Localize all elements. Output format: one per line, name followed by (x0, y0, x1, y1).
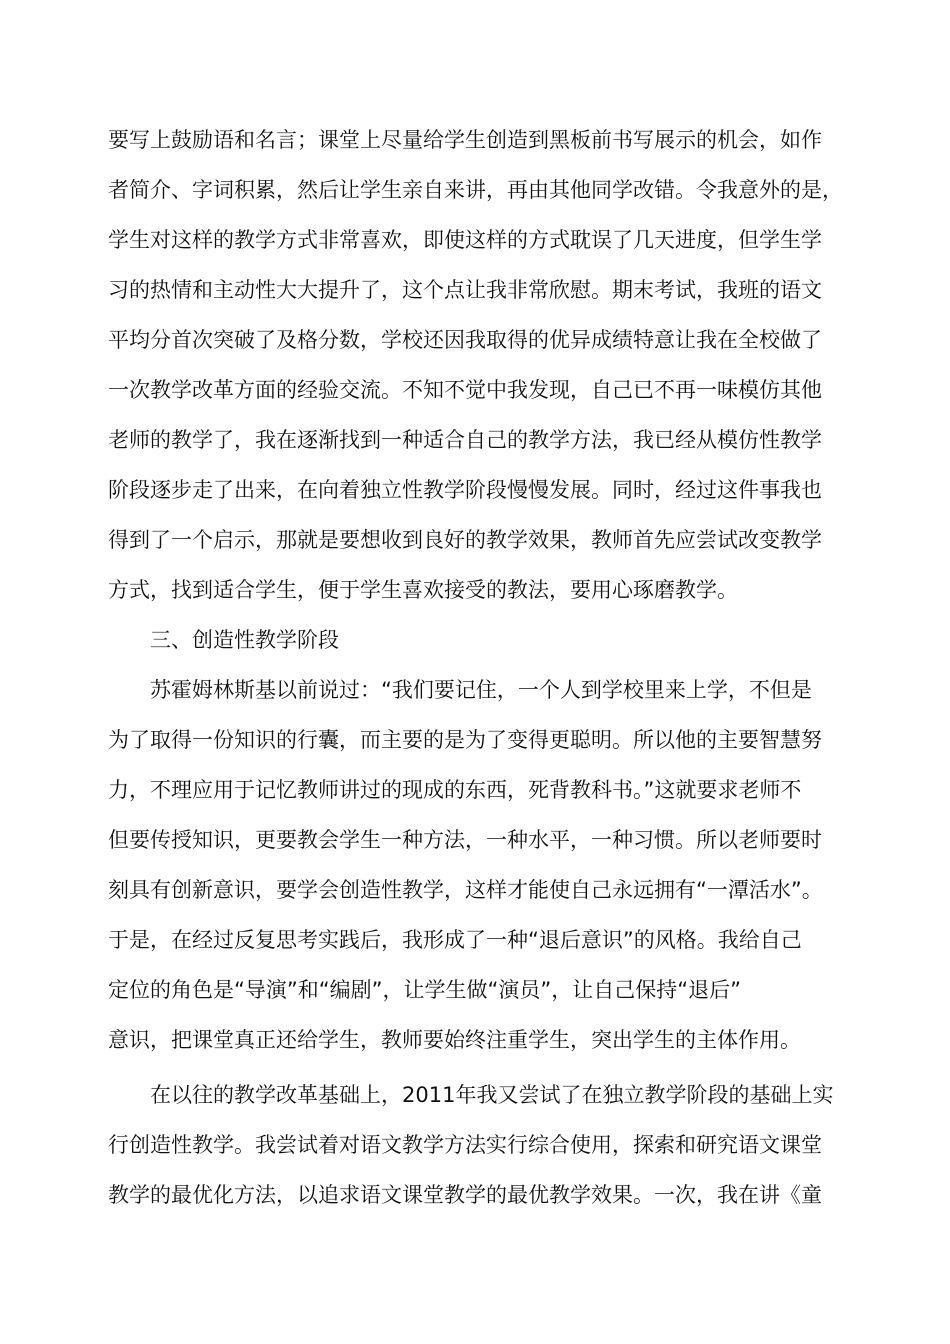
text-line: 一次教学改革方面的经验交流。不知不觉中我发现，自己已不再一味模仿其他 (108, 378, 822, 402)
text-line: 者简介、字词积累，然后让学生亲自来讲，再由其他同学改错。令我意外的是， (108, 178, 843, 202)
text-line: 平均分首次突破了及格分数，学校还因我取得的优异成绩特意让我在全校做了 (108, 328, 822, 352)
text-line: 习的热情和主动性大大提升了，这个点让我非常欣慰。期末考试，我班的语文 (108, 278, 822, 302)
text-line: 得到了一个启示，那就是要想收到良好的教学效果，教师首先应尝试改变教学 (108, 528, 822, 552)
text-line: 行创造性教学。我尝试着对语文教学方法实行综合使用，探索和研究语文课堂 (108, 1133, 822, 1157)
section-heading: 三、创造性教学阶段 (150, 628, 339, 652)
text-line: 但要传授知识，更要教会学生一种方法，一种水平，一种习惯。所以老师要时 (108, 828, 822, 852)
text-line: 学生对这样的教学方式非常喜欢，即使这样的方式耽误了几天进度，但学生学 (108, 228, 822, 252)
text-line: 力，不理应用于记忆教师讲过的现成的东西，死背教科书。”这就要求老师不 (108, 778, 802, 802)
text-line: 苏霍姆林斯基以前说过：“我们要记住，一个人到学校里来上学，不但是 (150, 678, 812, 702)
text-line: 意识，把课堂真正还给学生，教师要始终注重学生，突出学生的主体作用。 (108, 1028, 801, 1052)
text-line: 为了取得一份知识的行囊，而主要的是为了变得更聪明。所以他的主要智慧努 (108, 728, 822, 752)
text-line: 定位的角色是“导演”和“编剧”，让学生做“演员”，让自己保持“退后” (108, 978, 742, 1002)
text-line: 阶段逐步走了出来，在向着独立性教学阶段慢慢发展。同时，经过这件事我也 (108, 478, 822, 502)
text-line: 要写上鼓励语和名言；课堂上尽量给学生创造到黑板前书写展示的机会，如作 (108, 128, 822, 152)
text-line: 教学的最优化方法，以追求语文课堂教学的最优教学效果。一次，我在讲《童 (108, 1183, 822, 1207)
text-line: 刻具有创新意识，要学会创造性教学，这样才能使自己永远拥有“一潭活水”。 (108, 878, 823, 902)
text-line: 方式，找到适合学生，便于学生喜欢接受的教法，要用心琢磨教学。 (108, 578, 738, 602)
text-line: 在以往的教学改革基础上，2011年我又尝试了在独立教学阶段的基础上实 (150, 1083, 834, 1107)
text-line: 于是，在经过反复思考实践后，我形成了一种“退后意识”的风格。我给自己 (108, 928, 802, 952)
text-line: 老师的教学了，我在逐渐找到一种适合自己的教学方法，我已经从模仿性教学 (108, 428, 822, 452)
